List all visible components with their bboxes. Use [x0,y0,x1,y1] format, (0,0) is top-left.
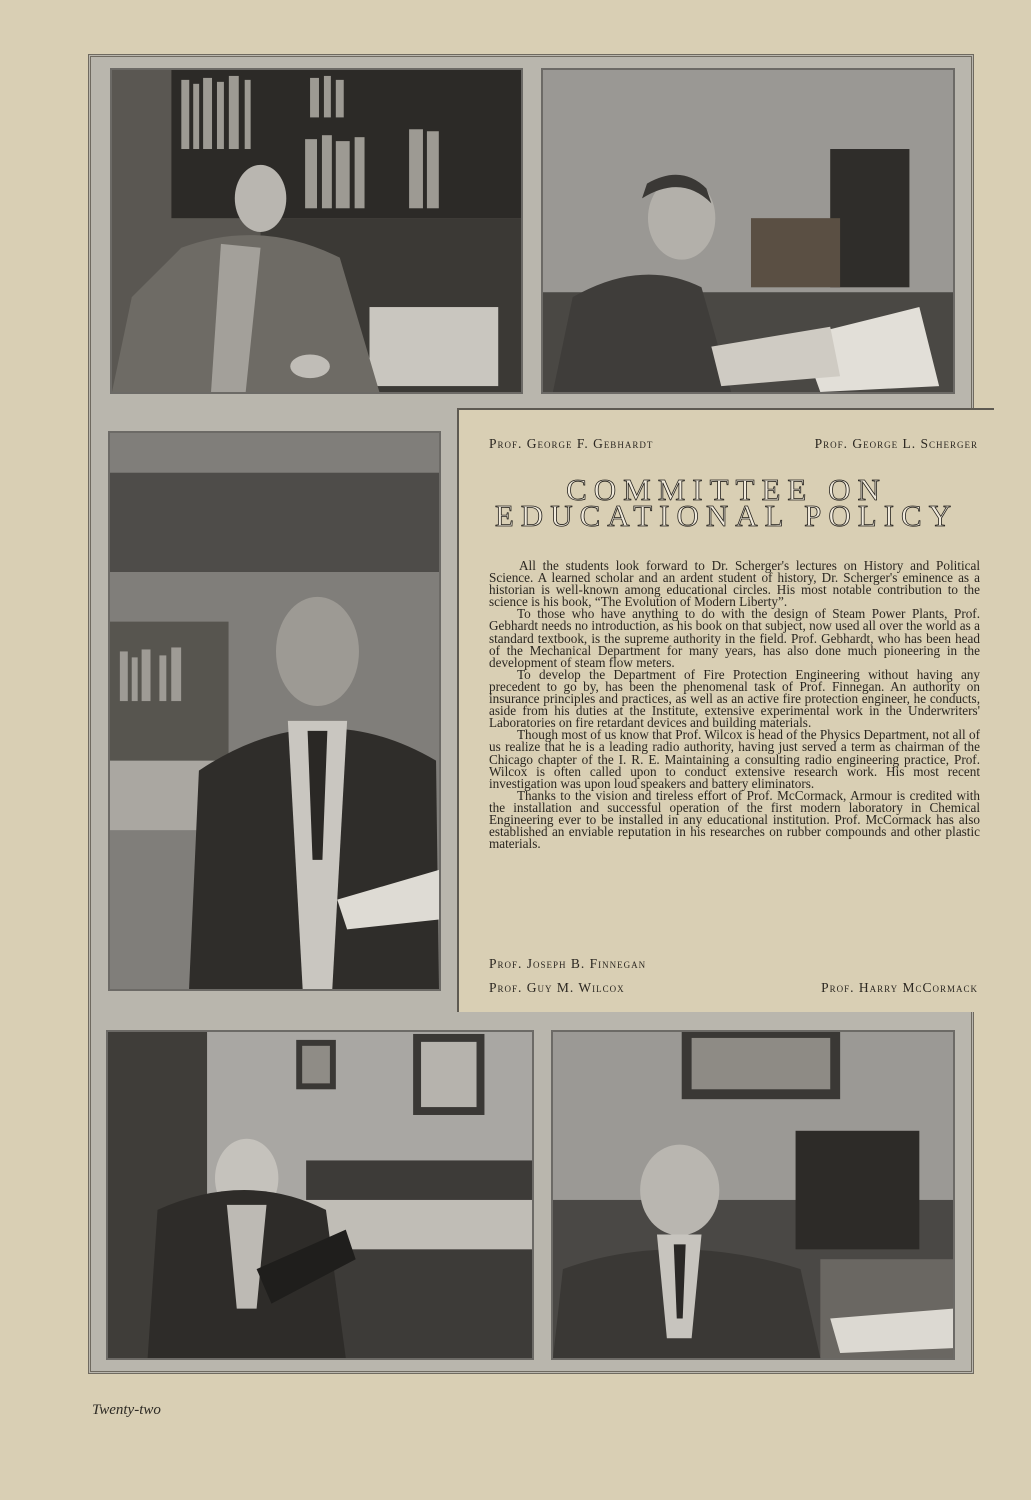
text-panel [457,408,994,1012]
photo-scherger [541,68,955,394]
photo-mccormack [551,1030,955,1360]
paragraph-wilcox: Though most of us know that Prof. Wilcox is head of the Physics Department, not all of us realize that he is a leading radio authority, having just served a term as chairman of the Chicago chapter of the I. R. E. Maintaining a consulting radio engineering practice, Prof. Wilcox is often called upon to conduct extensive research work. His most recent investigation was upon loud speakers and battery eliminators. [489,727,980,791]
photo-wilcox [106,1030,534,1360]
caption-wilcox: Prof. Guy M. Wilcox [489,980,625,995]
caption-row-top [489,436,978,452]
caption-mccormack: Prof. Harry McCormack [821,980,978,995]
paragraph-scherger: All the students look forward to Dr. Scherger's lectures on History and Political Science. A learned scholar and an ardent student of history, Dr. Scherger's eminence as a historian is well-known among educational circles. His most notable contribution to the science is his book, “The Evolution of Modern Liberty”. [489,558,980,610]
caption-row-finnegan [489,956,978,972]
page-number: Twenty-two [92,1402,161,1418]
body-text [489,560,980,850]
caption-row-bottom [489,980,978,996]
photo-gebhardt [110,68,523,394]
caption-scherger: Prof. George L. Scherger [814,436,978,451]
paragraph-finnegan: To develop the Department of Fire Protection Engineering without having any precedent to go by, has been the phenomenal task of Prof. Finnegan. An authority on insurance principles and practices, as well as an active fire protection engineer, he conducts, aside from his duties at the Institute, extensive experimental work in the Underwriters' Laboratories on fire retardant devices and building materials. [489,666,980,731]
caption-gebhardt: Prof. George F. Gebhardt [489,436,654,451]
page-title-line1: COMMITTEE ON [566,472,887,507]
paragraph-gebhardt: To those who have anything to do with the design of Steam Power Plants, Prof. Gebhardt needs no introduction, as his book on that subject, now used all over the world as a standard textbook, is the supreme authority in the field. Prof. Gebhardt, who has been head of the Mechanical Department for many years, has also done much pioneering in the development of steam flow meters. [489,606,980,670]
caption-finnegan: Prof. Joseph B. Finnegan [489,956,647,971]
page-title-line2: EDUCATIONAL POLICY [494,498,959,533]
photo-finnegan [108,431,441,991]
paragraph-mccormack: Thanks to the vision and tireless effort of Prof. McCormack, Armour is credited with the installation and successful operation of the first modern laboratory in Chemical Engineering ever to be installed in any educational institution. Prof. McCormack has also established an enviable reputation in his researches on rubber compounds and other plastic materials. [489,787,980,852]
